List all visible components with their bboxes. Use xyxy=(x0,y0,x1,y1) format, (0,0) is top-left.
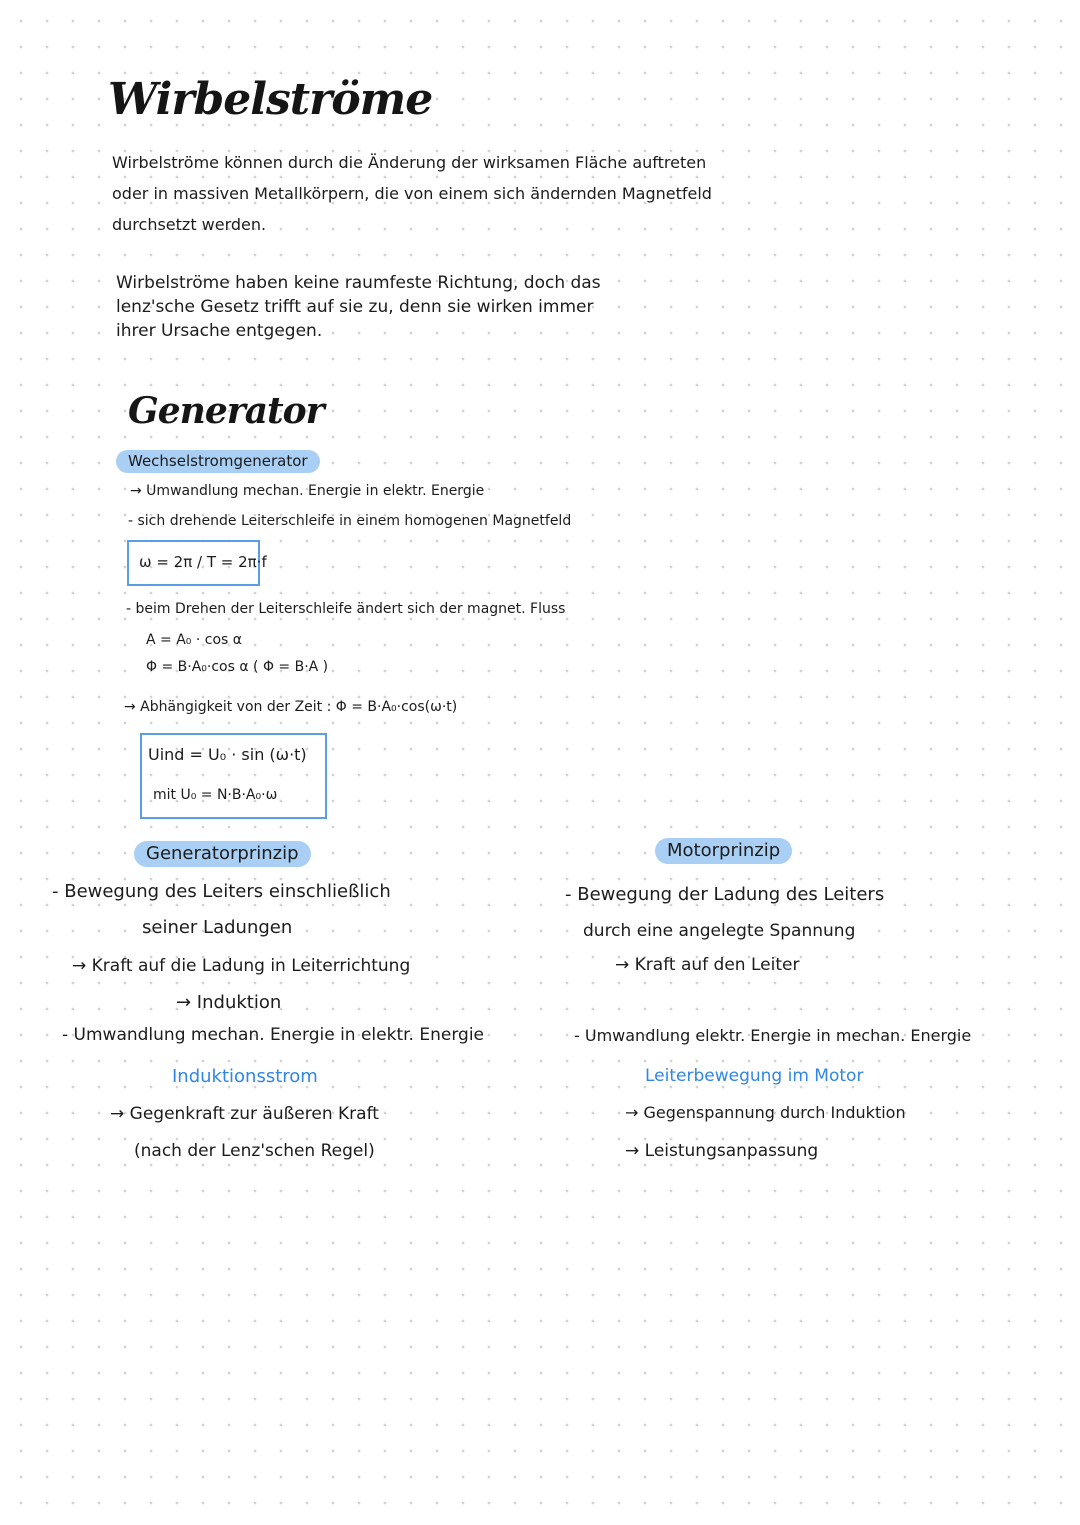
motor-line-7: → Leistungsanpassung xyxy=(625,1141,819,1161)
omega-formula-box xyxy=(127,540,267,586)
formula-area: A = A₀ · cos α xyxy=(146,632,242,648)
motor-line-6: → Gegenspannung durch Induktion xyxy=(625,1103,906,1122)
motor-line-5: Leiterbewegung im Motor xyxy=(645,1066,864,1086)
generator-line-8: (nach der Lenz'schen Regel) xyxy=(134,1141,375,1161)
formula-uind: Uind = U₀ · sin (ω·t) xyxy=(148,745,307,764)
generator-line-1: - Bewegung des Leiters einschließlich xyxy=(52,881,391,902)
generator-line-2: seiner Ladungen xyxy=(142,917,293,938)
intro-line-2: oder in massiven Metallkörpern, die von einem sich ändernden Magnetfeld xyxy=(112,184,712,203)
wechsel-point-1: → Umwandlung mechan. Energie in elektr. Energie xyxy=(130,483,485,499)
note-line-1: Wirbelströme haben keine raumfeste Richtung, doch das xyxy=(116,273,601,293)
motor-line-2: durch eine angelegte Spannung xyxy=(583,921,856,941)
section-title-generator: Generator xyxy=(128,390,324,432)
note-line-3: ihrer Ursache entgegen. xyxy=(116,321,323,341)
generator-line-3: → Kraft auf die Ladung in Leiterrichtung xyxy=(72,956,411,976)
wechselstromgenerator-label: Wechselstromgenerator xyxy=(116,450,320,473)
induction-formula-box xyxy=(140,733,327,819)
motor-line-1: - Bewegung der Ladung des Leiters xyxy=(565,884,885,905)
generator-line-5: - Umwandlung mechan. Energie in elektr. Energie xyxy=(62,1025,485,1045)
formula-u0: mit U₀ = N·B·A₀·ω xyxy=(153,787,278,803)
motor-line-4: - Umwandlung elektr. Energie in mechan. Energie xyxy=(574,1026,972,1045)
intro-line-1: Wirbelströme können durch die Änderung der wirksamen Fläche auftreten xyxy=(112,153,707,172)
intro-line-3: durchsetzt werden. xyxy=(112,215,267,234)
generatorprinzip-label: Generatorprinzip xyxy=(134,841,311,867)
generator-line-4: → Induktion xyxy=(176,992,282,1013)
formula-flux: Φ = B·A₀·cos α ( Φ = B·A ) xyxy=(146,659,329,675)
wechsel-point-2: - sich drehende Leiterschleife in einem homogenen Magnetfeld xyxy=(128,513,572,529)
motor-line-3: → Kraft auf den Leiter xyxy=(615,955,800,975)
page-title: Wirbelströme xyxy=(108,74,433,125)
omega-formula: ω = 2π / T = 2π·f xyxy=(139,553,267,571)
time-dependency: → Abhängigkeit von der Zeit : Φ = B·A₀·cos(ω·t) xyxy=(124,699,458,715)
motorprinzip-label: Motorprinzip xyxy=(655,838,792,864)
generator-line-7: → Gegenkraft zur äußeren Kraft xyxy=(110,1104,379,1124)
wechsel-point-3: - beim Drehen der Leiterschleife ändert sich der magnet. Fluss xyxy=(126,601,566,617)
note-line-2: lenz'sche Gesetz trifft auf sie zu, denn sie wirken immer xyxy=(116,297,594,317)
generator-line-6: Induktionsstrom xyxy=(172,1066,318,1087)
